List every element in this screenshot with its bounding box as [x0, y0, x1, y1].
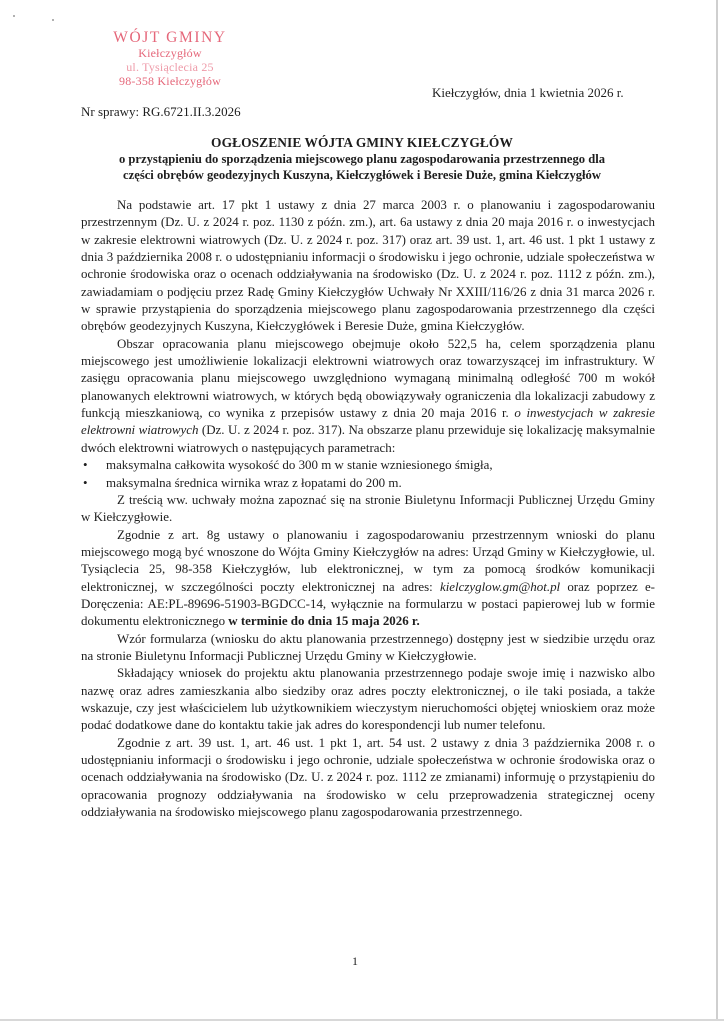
place-and-date: Kiełczygłów, dnia 1 kwietnia 2026 r.: [432, 85, 624, 100]
list-item-text: maksymalna całkowita wysokość do 300 m w stanie wzniesionego śmigła,: [106, 457, 493, 473]
act-title-italic: o inwestycjach w zakresie elektrowni wiatrowych: [81, 405, 655, 438]
scan-edge-right: [716, 0, 718, 1021]
stamp-street: ul. Tysiąclecia 25: [126, 60, 214, 74]
stamp-postal: 98-358 Kiełczygłów: [119, 74, 221, 88]
announcement-body: [81, 196, 655, 820]
case-number: Nr sprawy: RG.6721.II.3.2026: [81, 104, 241, 119]
page-number: 1: [352, 954, 358, 968]
email-address: kielczyglow.gm@hot.pl: [439, 578, 561, 594]
bullet-icon: •: [83, 457, 88, 473]
title-sub-line-2: części obrębów geodezyjnych Kuszyna, Kiełczygłówek i Beresie Duże, gmina Kiełczygłów: [123, 168, 601, 182]
paragraph-resolution-info: Z treścią ww. uchwały można zapoznać się na stronie Biuletynu Informacji Publicznej Urzędu Gminy w Kiełczygłowie.: [81, 491, 655, 525]
list-item: [81, 456, 655, 473]
scan-edge-bottom: [0, 1019, 724, 1021]
paragraph-form-template: Wzór formularza (wniosku do aktu planowania przestrzennego) dostępny jest w siedzibie urzędu oraz na stronie Biuletynu Informacji Publicznej Urzędu Gminy w Kiełczygłowie.: [81, 630, 655, 663]
plan-area-text-cont: (Dz. U. z 2024 r. poz. 317). Na obszarze planu przewiduje się lokalizację maksymalnie dwóch elektrowni wiatrowych o następujących parametrach:: [81, 422, 655, 455]
scan-speck: [13, 15, 15, 17]
title-main: OGŁOSZENIE WÓJTA GMINY KIEŁCZYGŁÓW: [211, 135, 513, 150]
stamp-municipality: Kiełczygłów: [138, 46, 202, 60]
announcement-title: [70, 134, 654, 183]
list-item: [81, 474, 655, 491]
submission-deadline: w terminie do dnia 15 maja 2026 r.: [228, 613, 420, 629]
paragraph-legal-basis: Na podstawie art. 17 pkt 1 ustawy z dnia 27 marca 2003 r. o planowaniu i zagospodarowaniu przestrzennym (Dz. U. z 2024 r. poz. 1130 z późn. zm.), art. 6a ustawy z dnia 20 maja 2016 r. o inwestycjach w zakresie elektrowni wiatrowych (Dz. U. z 2024 r. poz. 317) oraz art. 39 ust. 1, art. 46 ust. 1 pkt 1 ustawy z dnia 3 października 2008 r. o udostępnianiu informacji o środowisku i jego ochronie, udziale społeczeństwa w ochronie środowiska oraz o ocenach oddziaływania na środowisko (Dz. U. z 2024 r. poz. 1112 z późn. zm.), zawiadamiam o podjęciu przez Radę Gminy Kiełczygłów Uchwały Nr XXIII/116/26 z dnia 31 marca 2026 r. w sprawie przystąpienia do sporządzenia miejscowego planu zagospodarowania przestrzennego dla części obrębów geodezyjnych Kuszyna, Kiełczygłówek i Beresie Duże, gmina Kiełczygłów.: [81, 197, 655, 334]
turbine-parameters-list: [81, 456, 655, 491]
stamp-title: WÓJT GMINY: [113, 29, 227, 46]
paragraph-applicant-data: Składający wniosek do projektu aktu planowania przestrzennego podaje swoje imię i nazwisko albo nazwę oraz adres zamieszkania albo siedziby oraz adres poczty elektronicznej, o ile taki posiada, a także wskazuje, czy jest właścicielem lub użytkownikiem wieczystym nieruchomości objętej wnioskiem oraz może podać dodatkowe dane do kontaktu takie jak adres do korespondencji lub numer telefonu.: [81, 665, 655, 733]
list-item-text: maksymalna średnica wirnika wraz z łopatami do 200 m.: [106, 474, 402, 490]
title-sub-line-1: o przystąpieniu do sporządzenia miejscowego planu zagospodarowania przestrzennego dla: [118, 152, 606, 166]
official-stamp: [100, 29, 240, 88]
paragraph-environmental-forecast: Zgodnie z art. 39 ust. 1, art. 46 ust. 1 pkt 1, art. 54 ust. 2 ustawy z dnia 3 października 2008 r. o udostępnianiu informacji o środowisku i jego ochronie, udziale społeczeństwa w ochronie środowiska oraz o ocenach oddziaływania na środowisko (Dz. U. z 2024 r. poz. 1112 ze zmianami) informuję o przystąpieniu do opracowania prognozy oddziaływania na środowisko w celu przeprowadzenia strategicznej oceny oddziaływania na środowisko miejscowego planu zagospodarowania przestrzennego.: [81, 734, 655, 820]
plan-area-text: Obszar opracowania planu miejscowego obejmuje około 522,5 ha, celem sporządzenia planu miejscowego jest umożliwienie lokalizacji elektrowni wiatrowych oraz towarzyszącej im infrastruktury. W zasięgu opracowania planu miejscowego uwzględniono wymaganą minimalną odległość 700 m wokół planowanych elektrowni wiatrowych, w których będą obowiązywały ograniczenia dla lokalizacji zabudowy z funkcją mieszkaniową, co wynika z przepisów ustawy z dnia 20 maja 2016 r.: [81, 335, 655, 421]
submissions-text: Zgodnie z art. 8g ustawy o planowaniu i zagospodarowaniu przestrzennym wnioski do planu miejscowego mogą być wnoszone do Wójta Gminy Kiełczygłów na adres: Urząd Gminy w Kiełczygłowie, ul. Tysiąclecia 25, 98-358 Kiełczygłów, lub elektronicznej, w tym za pomocą środków komunikacji elektronicznej, w szczególności poczty elektronicznej na adres:: [81, 526, 655, 594]
scan-speck: [52, 19, 54, 21]
submissions-text-cont: oraz poprzez e-Doręczenia: AE:PL-89696-51903-BGDCC-14, wyłącznie na formularzu w postaci papierowej lub w formie dokumentu elektronicznego: [81, 578, 655, 629]
paragraph-plan-area: [81, 335, 655, 456]
bullet-icon: •: [83, 474, 88, 490]
paragraph-submissions: [81, 526, 655, 630]
